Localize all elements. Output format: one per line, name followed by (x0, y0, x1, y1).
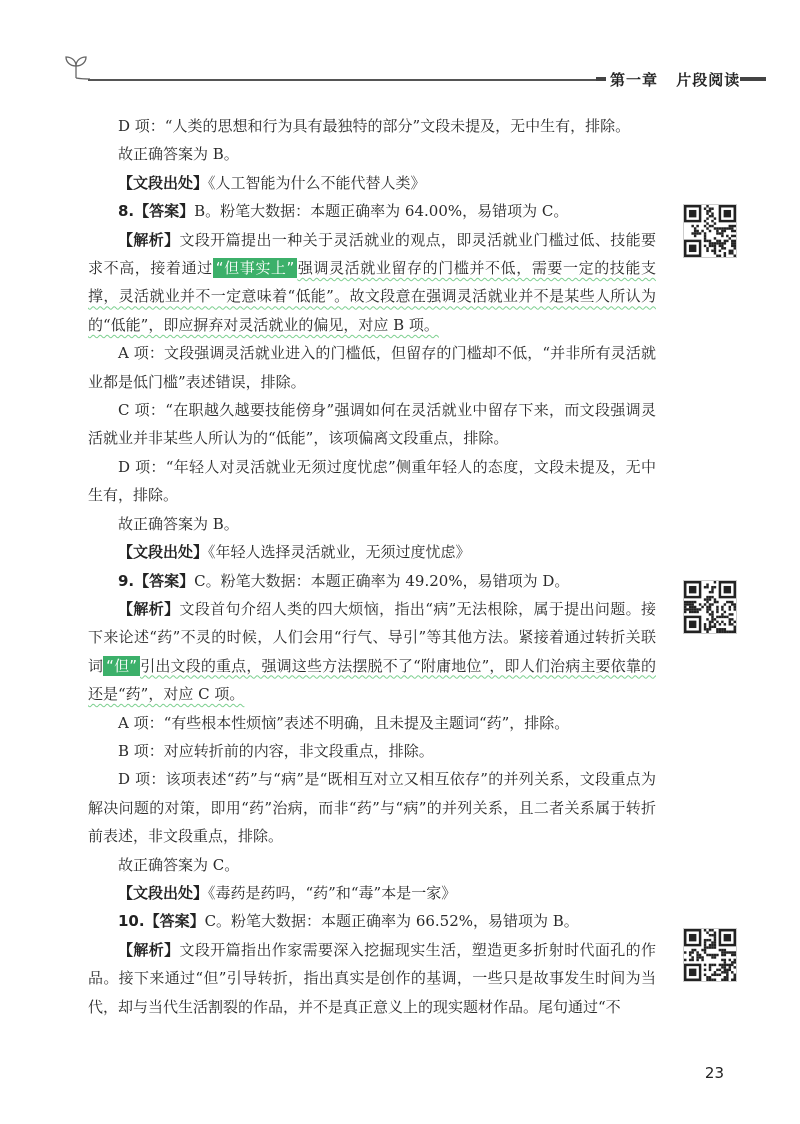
analysis-paragraph: 【解析】文段开篇提出一种关于灵活就业的观点，即灵活就业门槛过低、技能要求不高，接着通过 “但事实上” 强调灵活就业留存的门槛并不低，需要一定的技能支撑，灵活就业并不一定意味着“低能”。故文段意在强调灵活就业并不是某些人所认为的“低能”，即应摒弃对灵活就业的偏见，对应 B 项。 (88, 230, 656, 334)
qr-code-icon[interactable] (683, 928, 737, 982)
analysis-paragraph: 【解析】文段首句介绍人类的四大烦恼，指出“病”无法根除，属于提出问题。接下来论述“药”不灵的时候，人们会用“行气、导引”等其他方法。紧接着通过转折关联词 “但” 引出文段的重点，强调这些方法摆脱不了“附庸地位”，即人们治病主要依靠的还是“药”，对应 C 项。 (88, 599, 656, 704)
paragraph: 故正确答案为 B。 (118, 514, 239, 533)
header-rule (88, 79, 596, 81)
analysis-paragraph: 【解析】文段开篇指出作家需要深入挖掘现实生活，塑造更多折射时代面孔的作品。接下来通过“但”引导转折，指出真实是创作的基调，一些只是故事发生时间为当代，却与当代生活割裂的作品，并不是真正意义上的现实题材作品。尾句通过“不 (88, 940, 656, 1016)
chapter-header (606, 71, 740, 89)
paragraph: D 项：“人类的思想和行为具有最独特的部分”文段未提及，无中生有，排除。 (118, 117, 631, 135)
highlight: “但” (103, 656, 140, 676)
paragraph: 故正确答案为 C。 (118, 855, 240, 874)
answer-line: 10.【答案】C。粉笔大数据：本题正确率为 66.52%，易错项为 B。 (118, 912, 579, 931)
source-line: 【文段出处】《年轻人选择灵活就业，无须过度忧虑》 (118, 543, 471, 562)
answer-line: 8.【答案】B。粉笔大数据：本题正确率为 64.00%，易错项为 C。 (118, 202, 569, 221)
answer-line: 9.【答案】C。粉笔大数据：本题正确率为 49.20%，易错项为 D。 (118, 571, 570, 590)
source-line: 【文段出处】《人工智能为什么不能代替人类》 (118, 173, 426, 192)
qr-code-icon[interactable] (683, 580, 737, 634)
source-line: 【文段出处】《毒药是药吗，“药”和“毒”本是一家》 (118, 883, 457, 902)
page-content (88, 112, 656, 1021)
highlight: “但事实上” (213, 258, 298, 278)
paragraph: B 项：对应转折前的内容，非文段重点，排除。 (118, 741, 434, 760)
paragraph: D 项：“年轻人对灵活就业无须过度忧虑”侧重年轻人的态度，文段未提及，无中生有，排除。 (88, 457, 656, 505)
section-label: 片段阅读 (676, 71, 741, 89)
sprout-icon (60, 50, 92, 82)
qr-code-icon[interactable] (683, 204, 737, 258)
paragraph: A 项：“有些根本性烦恼”表述不明确，且未提及主题词“药”，排除。 (118, 713, 570, 732)
page-number: 23 (704, 1064, 724, 1082)
paragraph: A 项：文段强调灵活就业进入的门槛低，但留存的门槛却不低，“并非所有灵活就业都是低门槛”表述错误，排除。 (88, 344, 656, 391)
paragraph: C 项：“在职越久越要技能傍身”强调如何在灵活就业中留存下来，而文段强调灵活就业并非某些人所认为的“低能”，该项偏离文段重点，排除。 (88, 401, 656, 448)
chapter-label: 第一章 (610, 71, 659, 89)
paragraph: D 项：该项表述“药”与“病”是“既相互对立又相互依存”的并列关系，文段重点为解决问题的对策，即用“药”治病，而非“药”与“病”的并列关系，且二者关系属于转折前表述，非文段重点，排除。 (88, 770, 656, 846)
paragraph: 故正确答案为 B。 (118, 145, 239, 164)
